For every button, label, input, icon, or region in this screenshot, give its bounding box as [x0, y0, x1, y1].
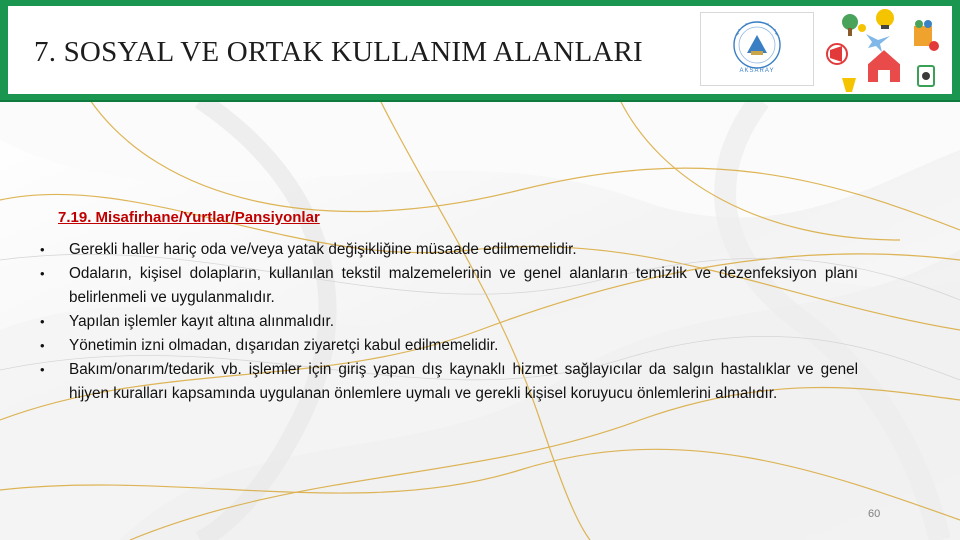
list-item	[40, 334, 858, 358]
list-item-text: Bakım/onarım/tedarik vb. işlemler için giriş yapan dış kaynaklı hizmet sağlayıcılar da salgın hastalıklar ve genel hijyen kuralları kapsamında uygulanan önlemlere uymalı ve gerekli kişisel koruyucu önlemlerini almalıdır.	[69, 361, 858, 402]
bullet-list	[40, 238, 858, 406]
logo-seal-text: AKSARAY	[739, 68, 775, 74]
slide-title: 7. SOSYAL VE ORTAK KULLANIM ALANLARI	[34, 36, 643, 68]
list-item-text: Odaların, kişisel dolapların, kullanılan tekstil malzemelerinin ve genel alanların temizlik ve dezenfeksiyon planı belirlenmeli ve uygulanmalıdır.	[69, 265, 858, 306]
list-item	[40, 310, 858, 334]
list-item	[40, 262, 858, 310]
list-item-text: Gerekli haller hariç oda ve/veya yatak değişikliğine müsaade edilmemelidir.	[69, 241, 577, 258]
list-item-text: Yapılan işlemler kayıt altına alınmalıdır.	[69, 313, 334, 330]
page-number: 60	[868, 508, 881, 520]
section-heading: 7.19. Misafirhane/Yurtlar/Pansiyonlar	[58, 209, 320, 226]
bullet-icon: •	[40, 314, 45, 329]
bullet-icon: •	[40, 338, 45, 353]
list-item	[40, 238, 858, 262]
bullet-icon: •	[40, 242, 45, 257]
bullet-icon: •	[40, 362, 45, 377]
list-item-text: Yönetimin izni olmadan, dışarıdan ziyaretçi kabul edilmemelidir.	[69, 337, 499, 354]
list-item	[40, 358, 858, 406]
bullet-icon: •	[40, 266, 45, 281]
